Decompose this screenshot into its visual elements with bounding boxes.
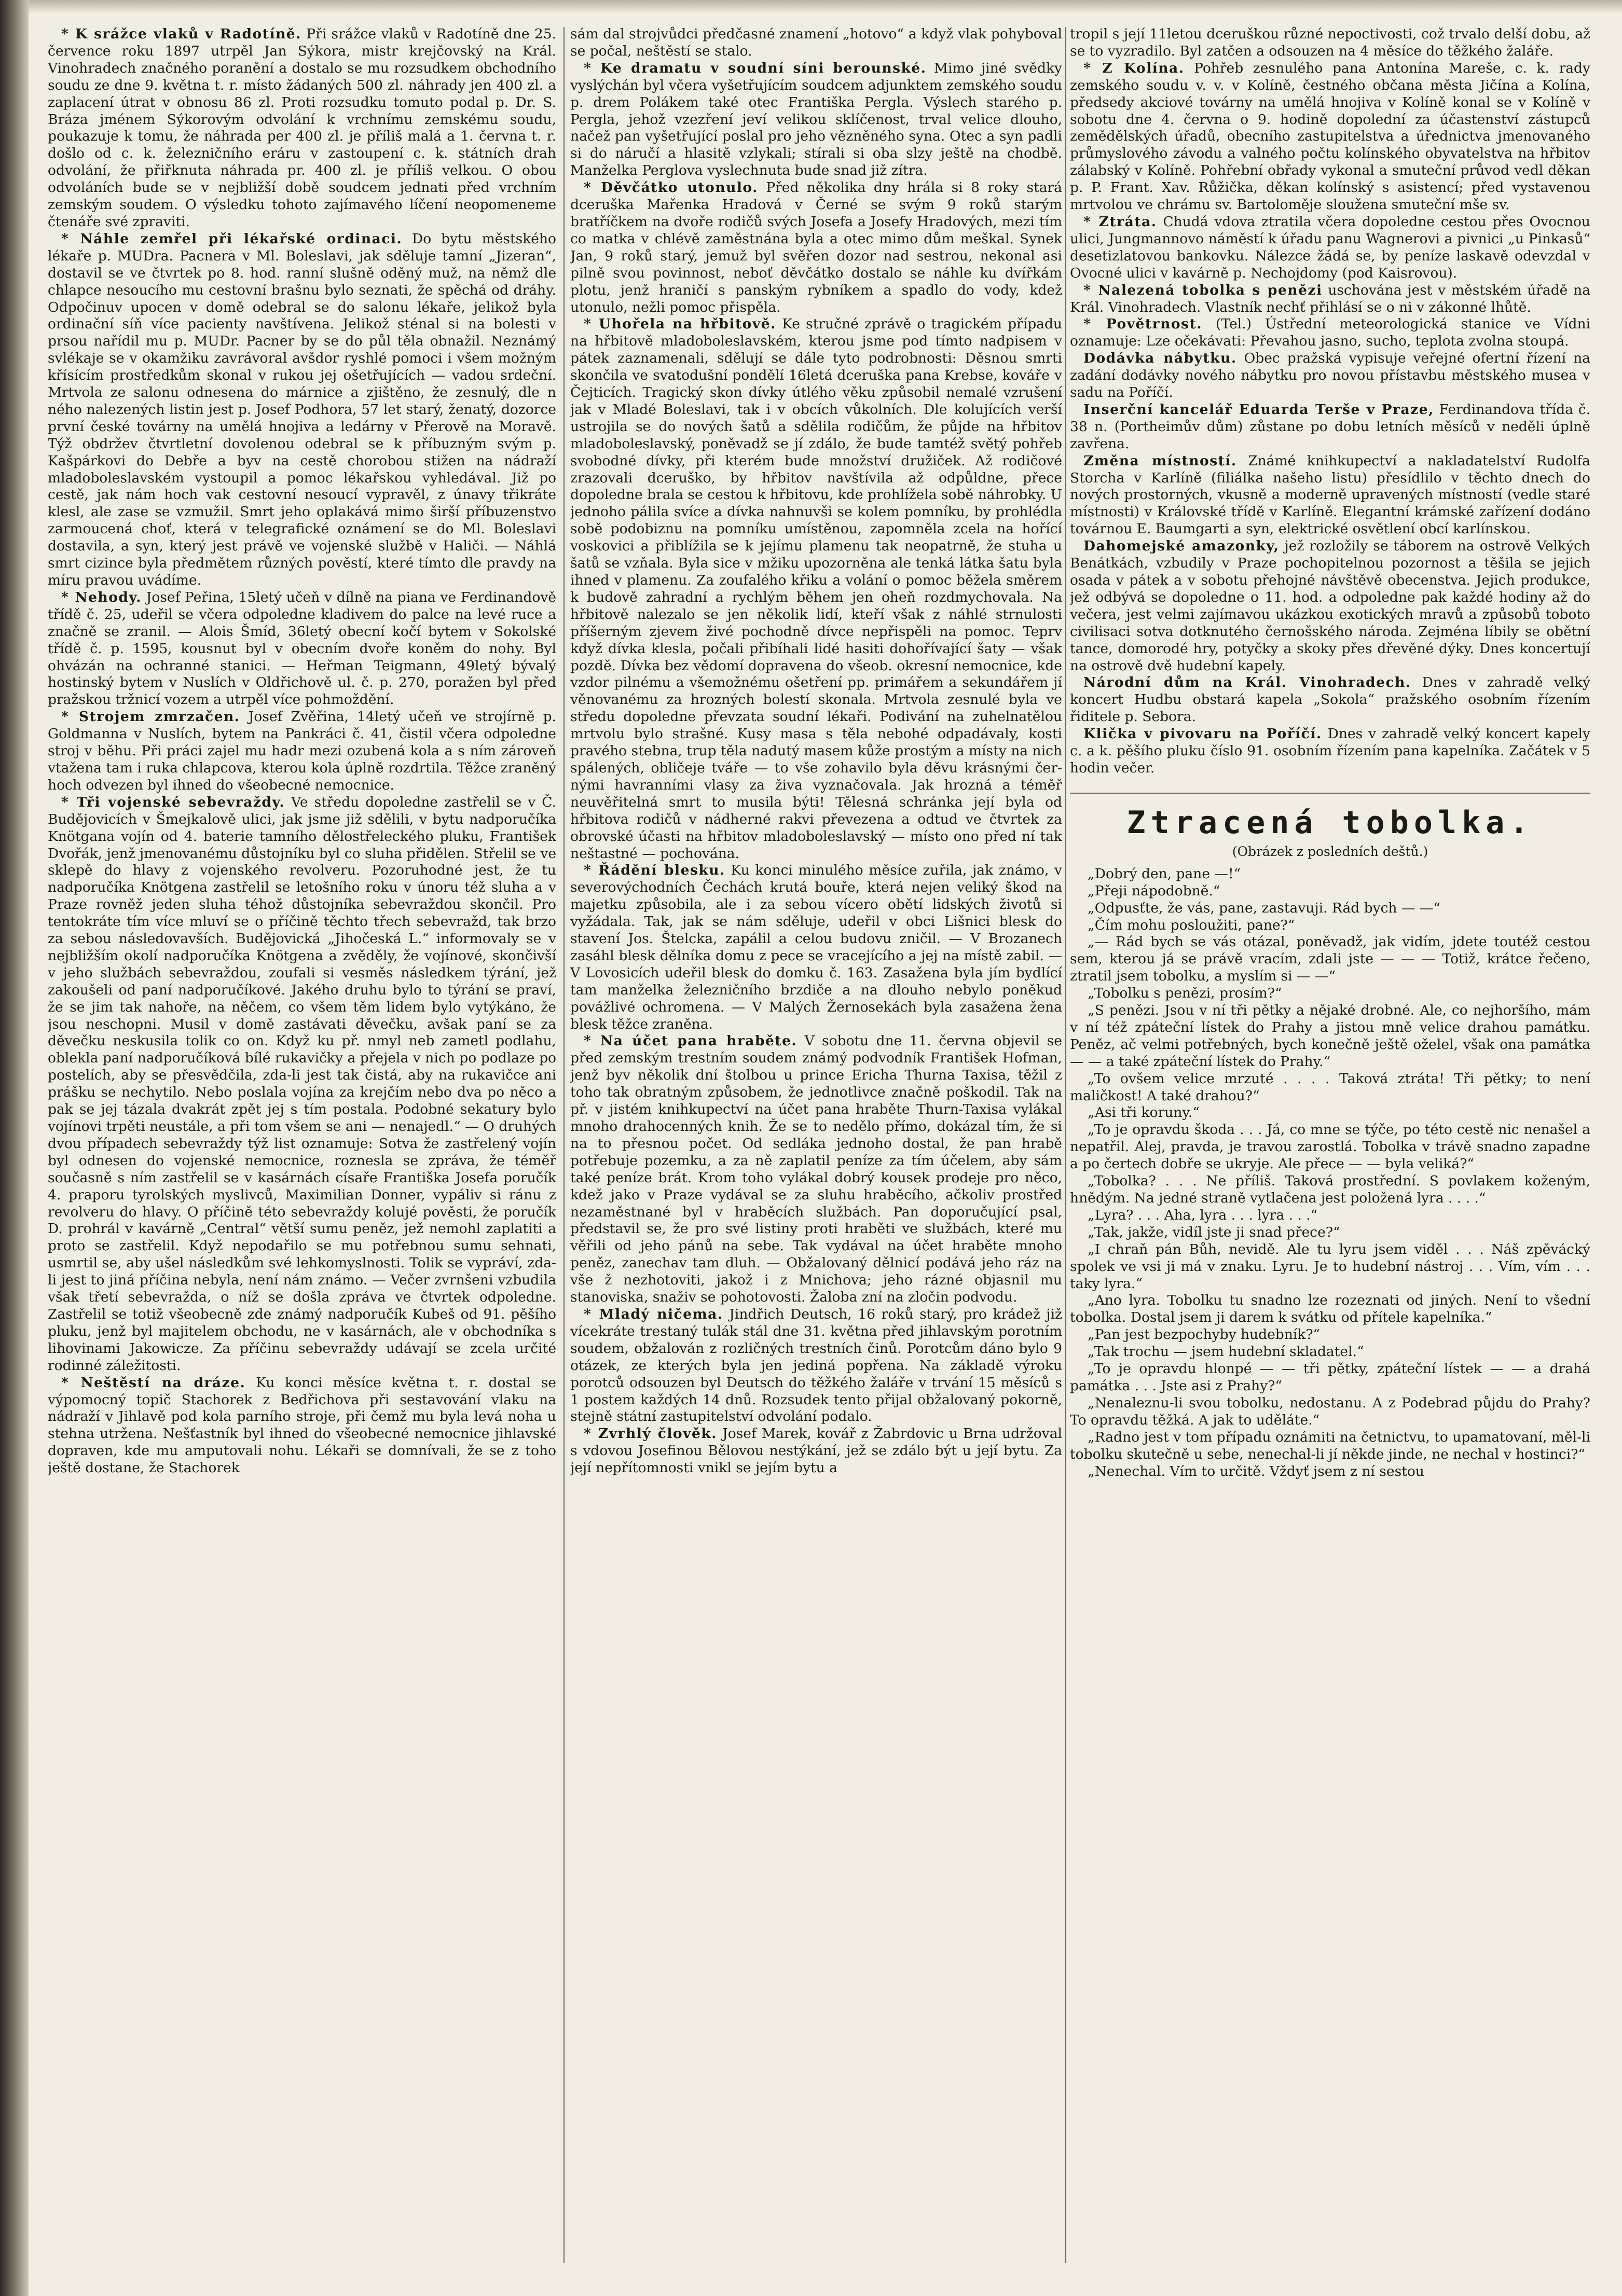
dialogue-line: „To je opravdu hlonpé — — tři pětky, zpáteční lístek — — a drahá památka . . . Jste asi z Prahy?“	[1070, 1361, 1590, 1394]
news-item	[570, 1306, 1062, 1426]
news-item-text: V sobotu dne 11. června objevil se před zemským trestním soudem známý podvodník František Hofman, jenž byv několik dní štolbou u prince Ericha Thurna Taxisa, těžil z toho tak obratným způsobem, že jednotlivce značně poškodil. Tak na př. v jistém knihkupectví na účet pana hraběte Thurn-Taxisa vylákal mnoho drahocenných knih. Že se to nedělo přímo, dokázal tím, že si na to přesnou počet. Od sedláka jednoho dostal, že pan hrabě potřebuje pozemku, a za ně zaplatil peníze za tím účelem, aby sám také peníze brát. Krom toho vylákal dobrý kousek prodeje pro něco, kdež jako v Praze vydával se za sluhu hraběcího, ačkoliv prostřed nezaměstnané byl v hraběcích službách. Pan doporučující psal, představil se, že pro své listiny proti hraběti ve službách, které mu věřili od jeho pánů na sebe. Tak vydával na účet hraběte mnoho peněz, zanechav tam dluh. — Obžalovaný dělnicí podává jeho ráz na vše ž nezhotoviti, jakož i z Mnichova; jeho rázné objasnil mu stanoviska, snaživ se pohotovosti. Žaloba zní na zločin podvodu.	[570, 1033, 1062, 1306]
news-item-text: Ve středu dopoledne zastřelil se v Č. Budějovicích v Šmejkalově ulici, jak jsme již sdělili, v bytu nadporučíka Knötgana vojín od 4. baterie tamního dělostřeleckého pluku, František Dvořák, jenž jmenovanému důstojníku byl co sluha přidělen. Střelil se ve sklepě do hlavy z vojenského revolveru. Pozoruhodné jest, že tu nadporučíka Knötgena zastřelil se letošního roku v únoru též sluha a v Praze rovněž jeden sluha téhož důstojníka sebevraždou skončil. Pro tentokráte tím více mluví se o příčině těchto třech sebevražd, tak brzo za sebou následovavších. Budějovická „Jihočeská L.“ informovaly se v nejbližším okolí nadporučíka Knötgena a zvěděly, že vojínové, skončivší v jeho službách sebevraždou, zoufali si vesměs následkem týrání, jež zakoušeli od paní nadporučíkové. Jakého druhu bylo to týrání se praví, že se jim tak nahoře, na něčem, co všem těm lidem bylo vytýkáno, že jsou neschopni. Musil v domě zastávati děvečku, avšak paní se za děvečku neskusila tolik co on. Když ku př. nmyl neb zametl podlahu, oblekla paní nadporučíková bílé rukavičky a přejela v nich po podlaze po postelích, aby se přesvědčila, zda-li jest tak čistá, aby na rukavičce ani prášku se nechytilo. Nebo poslala vojína za krejčím nebo dva po něco a pak se jej tázala dvakrát zpět jej s tím postala. Podobné sekatury bylo vojínovi trpěti neustále, a při tom všem se ani — nenajedl.“ — O druhých dvou případech sebevraždy týž list oznamuje: Sotva že zastřelený vojín byl odnesen do vojenské nemocnice, roznesla se zpráva, že téměř současně s ním zastřelil se v kasárnách císaře Františka Josefa poručík 4. praporu tyrolských myslivců, Maximilian Donner, vypáliv si ránu z revolveru do hlavy. O příčině této sebevraždy kolujé pověsti, že poručík D. prohrál v kavárně „Central“ větší sumu peněz, jež nemohl zaplatiti a proto se zastřelil. Když nepodařilo se mu potřebnou sumu sehnati, usmrtil se, aby ušel následkům své lehkomyslnosti. Tolik se vypráví, zda-li jest to jiná příčina nebyla, není nám známo. — Večer zvrnšeni vzbudila však třetí sebevražda, o níž se došla zpráva ve čtvrtek odpoledne. Zastřelil se totiž všeobecně zde známý nadporučík Kubeš od 91. pěšího pluku, jenž byl majitelem obchodu, ne v kasárnách, ale v obchodníka s lihovinami Jakowicze. Za příčinu sebevraždy udávají se zcela určité rodinné záležitosti.	[48, 794, 556, 1374]
news-item-heading: * Neštěstí na dráze.	[61, 1374, 246, 1391]
news-item-text: Dnes v zahradě velký koncert Hudbu obstará kapela „Sokola“ pražského osobním řízením řiditele p. Sebora.	[1070, 674, 1590, 725]
news-item	[570, 179, 1062, 316]
dialogue-line: „Radno jest v tom případu oznámiti na četnictvu, to upamatovaní, měl-li tobolku skutečně u sebe, nenechal-li jí někde jinde, ne nechal v hostinci?“	[1070, 1429, 1590, 1462]
news-item-heading: * Náhle zemřel při lékařské ordinaci.	[61, 230, 403, 247]
page-top-shadow	[29, 0, 1622, 13]
dialogue-line: „To je opravdu škoda . . . Já, co mne se týče, po této cestě nic nenašel a nepatřil. Alej, pravda, je travou zarostlá. Tobolka v trávě snadno zapadne a po čertech dobře se ukryje. Ale přece — — byla veliká?“	[1070, 1122, 1590, 1172]
dialogue-line: „Tobolku s penězi, prosím?“	[1088, 985, 1282, 1002]
news-item-text: Při srážce vlaků v Radotíně dne 25. července roku 1897 utrpěl Jan Sýkora, mistr krejčovský na Král. Vinohradech značného poranění a dostalo se mu rozsudkem obchodního soudu ze dne 9. května t. r. místo žádaných 500 zl. náhrady jen 400 zl. a zaplacení útrat v obnosu 86 zl. Proti rozsudku tomuto podal p. Dr. S. Bráza jménem Sýkorovým odvolání k vrchnímu zemskému soudu, poukazuje k tomu, že náhrada per 400 zl. je příliš malá a 1. června t. r. došlo od c. k. železničního eráru v zastoupení c. k. státních drah odvolání, že přiřknuta náhrada pr. 400 zl. je příliš velkou. O obou odvoláních bude se v nejbližší době soudcem jednati před vrchním zemským soudem. O výsledku tohoto zajímavého líčení neopomeneme čtenáře své zpraviti.	[48, 26, 556, 230]
news-item-text: Josef Marek, kovář z Žabrdovic u Brna udržoval s vdovou Josefinou Bělovou nestýkání, jež se zdálo být u její bytu. Za její nepřítomnosti vnikl se jejím bytu a	[570, 1426, 1062, 1476]
news-item-text: Ke stručné zprávě o tragickém případu na hřbitově mladoboleslavském, kterou jsme pod tímto nadpisem v pátek zaznamenali, sdělují se dále tyto podrobnosti: Děsnou smrti skončila ve svatodušní pondělí 16letá dceruška pana Krebse, kováře v Čejticích. Tragický skon dívky útlého věku způsobil nemalé vzrušení jak v Mladé Boleslavi, tak i v obcích vůkolních. Dle kolujících verší ustrojila se do nových šatů a sdělila rodičům, že půjde na hřbitov mladoboleslavský, poněvadž se jí zdálo, že bude tamtéž světý pohřeb svobodné dívky, při kterém bude množství družiček. Až rodičové zrazovali dceruško, by hřbitov navštívila až odpůldne, přece dopoledne brala se cestou k hřbitovu, kde prohlížela sobě náhrobky. U jednoho pálila svíce a dívka nahnuvši se kolem pomníku, by prohlédla sobě podobiznu na pomníku umístěnou, zapomněla zcela na hořící voskovici a přiblížila se k jejímu plamenu tak neopatrně, že stuha u šatů se vzňala. Byla sice v mžiku upozorněna ale tenká látka šatu byla ihned v plamenu. Za zoufalého křiku a volání o pomoc běžela směrem k budově zahradní a rychlým během jen oheň rozdmychovala. Na hřbitově nalezalo se jen několik lidí, kteří však z náhlé strnulosti příšerným zjevem živé pochodně dívce nepřispěli na pomoc. Teprv když dívka klesla, počali přibíhali lidé hasiti dohořívající šaty — však pozdě. Dívka bez vědomí dopravena do všeob. okresní nemocnice, kde vzdor pilnému a všemožnému ošetření pp. primářem a sekundářem jí věnovanému za hrozných bolestí skonala. Mrtvola zesnulé byla ve středu dopoledne převzata soudní lékaři. Podivání na zuhelnatělou mrtvolu bylo strašné. Kusy masa s těla nebohé odpadávaly, kosti pravého stebna, trup těla nadutý masem kůže prostým a místy na nich spálených, obličeje tváře — to vše zohavilo byla děvu krásnými černými havranními vlasy za živa vyznačovala. Jak hrozná a téměř neuvěřitelná smrt to musila býti! Tělesná schránka její byla od hřbitova rodičů v nádherné rakvi převezena a odtud ve čtvrtek za obrovské účasti na hřbitov mladoboleslavský — místo ono před ní tak neštastné — pochována.	[570, 316, 1062, 862]
news-item-heading: * Uhořela na hřbitově.	[584, 316, 776, 333]
news-item	[48, 231, 556, 589]
news-item-text: Obec pražská vypisuje veřejné ofertní řízení na zadání dodávky nového nábytku pro novou přístavbu městského musea v sadu na Poříčí.	[1070, 350, 1590, 401]
dialogue-line: „Tobolka? . . . Ne příliš. Taková prostřední. S povlakem koženým, hnědým. Na jedné straně vytlačena jest položená lyra . . . .“	[1070, 1173, 1590, 1206]
news-item-text: Ku konci měsíce května t. r. dostal se výpomocný topič Stachorek z Bedřichova při sestavování vlaku na nádraží v Jihlavě pod kola parního stroje, při čemž mu byla levá noha u stehna utržena. Nešťastník byl ihned do všeobecné nemocnice jihlavské dopraven, kde mu amputovali nohu. Lékaři se domnívali, že se z toho ještě dostane, že Stachorek	[48, 1374, 556, 1476]
news-item-heading: * Ztráta.	[1083, 213, 1157, 230]
news-item	[1070, 453, 1590, 538]
column-1	[48, 26, 556, 2272]
news-item-text: Známé knihkupectví a nakladatelství Rudolfa Storcha v Karlíně (filiálka našeho listu) přesídlilo v těchto dnech do nových prostorných, vkusně a moderně upravených místností (vedle staré místnosti) v Královské třídě v Karlíně. Elegantní krámské zařízení dodáno továrnou E. Baumgarti a syn, elektrické osvětlení obcí karlínskou.	[1070, 452, 1590, 537]
dialogue-line: „Nenechal. Vím to určitě. Vždyť jsem z ní sestou	[1088, 1463, 1424, 1479]
news-item-heading: * Ke dramatu v soudní síni berounské.	[584, 60, 927, 76]
column-2	[570, 26, 1062, 2272]
news-item-heading: * Na účet pana hraběte.	[584, 1033, 798, 1049]
news-item-heading: * Zvrhlý člověk.	[584, 1426, 717, 1442]
news-item	[1070, 316, 1590, 350]
news-item-text: uschována jest v městském úřadě na Král. Vinohradech. Vlastník nechť přihlásí se o ni v zákonné lhůtě.	[1070, 282, 1590, 315]
news-item-heading: * Strojem zmrzačen.	[61, 709, 240, 725]
dialogue-line: „Nenaleznu-li svou tobolku, nedostanu. A z Podebrad půjdu do Prahy? To opravdu těžká. A jak to uděláte.“	[1070, 1394, 1590, 1428]
column-3-news-items	[1070, 26, 1590, 777]
news-item	[570, 60, 1062, 179]
news-item-heading: * Nalezená tobolka s penězi	[1083, 282, 1323, 298]
news-item-text: sám dal strojvůdci předčasné znamení „hotovo“ a když vlak pohyboval se počal, neštěstí se stalo.	[570, 26, 1062, 59]
news-item-text: jež rozložily se táborem na ostrově Velkých Benátkách, vzbudily v Praze pochopitelnou pozornost a těšila se jejich osada v pátek a v sobotu přehojné návštěvě obecenstva. Jejich produkce, jež odbývá se dopoledne o 11. hod. a odpoledne pak každé hodiny až do večera, jest velmi zajímavou ukázkou exotických mravů a způsobů toboto civilisaci sotva dotknutého černošského národa. Zejména líbily se obětní tance, domorodé hry, potyčky a skoky přes dřevěné dýky. Dnes koncertují na ostrově dvě hudební kapely.	[1070, 538, 1590, 674]
news-item-text: Dnes v zahradě velký koncert kapely c. a k. pěšího pluku číslo 91. osobním řízením pana kapelníka. Začátek v 5 hodin večer.	[1070, 726, 1590, 776]
news-item-text: Před několika dny hrála si 8 roky stará dceruška Mařenka Hradová v Černé se svým 9 roků starým bratříčkem na dvoře rodičů svých Josefa a Josefy Hradových, mezi tím co matka v chlévě zaměstnána byla a otec mimo dům meškal. Synek Jan, 9 roků starý, jemuž byl svěřen dozor nad sestrou, nekonal asi pilně svou povinnost, neboť děvčátko dostalo se náhle ku dvířkám plotu, jenž hraničí s panským rybníkem a spadlo do vody, kdež utonulo, nežli pomoc přispěla.	[570, 179, 1062, 315]
news-item-heading: * Tři vojenské sebevraždy.	[61, 794, 285, 810]
dialogue-line: „Přeji nápodobně.“	[1088, 882, 1220, 899]
news-item-heading: Národní dům na Král. Vinohradech.	[1083, 674, 1411, 691]
news-item-heading: Změna místností.	[1083, 452, 1237, 469]
news-item-heading: Klička v pivovaru na Poříčí.	[1083, 726, 1322, 742]
news-item-heading: Inserční kancelář Eduarda Terše v Praze,	[1083, 401, 1434, 418]
dialogue-line: „Asi tři koruny.“	[1088, 1104, 1200, 1121]
dialogue-line: „Tak, jakže, vidíl jste ji snad přece?“	[1088, 1224, 1340, 1240]
news-item-heading: * Nehody.	[61, 589, 142, 605]
news-item-text: Do bytu městského lékaře p. MUDra. Pacnera v Ml. Boleslavi, jak sděluje tamní „Jizeran“, dostavil se ve čtvrtek po 8. hod. ranní slušně oděný muž, na němž dle chlapce nesoucího mu cestovní brašnu bylo seznati, že spěchá od dráhy. Odpočinuv upocen v domě odebral se do salonu lékaře, jelikož byla ordinační síň více pacienty navštívena. Jelikož sténal si na bolesti v prsou nařídil mu p. MUDr. Pacner by se do půl těla obnažil. Neznámý svlékaje se v okamžiku zavrávoral avšdor ryshlé pomoci i všem možným křísícím prostředkům skonal v rukou jej ošetřujících — vadou srdeční. Mrtvola ze salonu odnesena do márnice a zjištěno, že zesnulý, dle n ného nalezených listin jest p. Josef Podhora, 57 let starý, ženatý, dozorce první české továrny na umělá hnojiva a ledárny v Přerově na Moravě. Týž obdržev čtvrtletní dovolenou odebral se k příbuzným svým p. Kašpárkovi do Debře a byv na cestě chorobou stižen na nádraží mladoboleslavském vystoupil a pomoc lékařskou vyhledával. Již po cestě, jak nám hoch vak cestovní nesoucí vypravěl, z únavy třikráte klesl, ale zase se vzmužil. Smrt jeho oplakává mimo širší příbuzenstvo zarmoucená choť, která v telegrafické oznámení se do Ml. Boleslavi dostavila, a syn, který jest právě ve vojenské službě v Haliči. — Náhlá smrt cizince byla předmětem různých pověstí, které tímto dle pravdy na míru pravou uvádíme.	[48, 230, 556, 588]
news-item-text: Ku konci minulého měsíce zuřila, jak známo, v severovýchodních Čechách krutá bouře, která nejen veliký škod na majetku způsobila, ale i za sebou vícero obětí lidských životů si vyžádala. Tak, jak se nám sděluje, udeřil v obci Lišnici blesk do stavení Jos. Štelcka, zapálil a celou budovu zničil. — V Brozanech zasáhl blesk dělníka domu z pece se vracejícího a jej na místě zabil. — V Lovosicích udeřil blesk do domku č. 163. Zasažena byla jím bydlící tam manželka železničního brzdiče a na dlouho nebylo poněkud povážlivé ochromena. — V Malých Žernosekách byla zasažena žena blesk těžce zraněna.	[570, 862, 1062, 1032]
news-item	[1070, 726, 1590, 777]
news-item-text: Josef Zvěřina, 14letý učeň ve strojírně p. Goldmanna v Nuslích, bytem na Pankráci č. 41, čistil včera odpoledne stroj v běhu. Při práci zajel mu hadr mezi ozubená kola a s ním zároveň vtažena tam i ruka chlapcova, kterou kola úplně rozdrtila. Těžce zraněný hoch odvezen byl ihned do všeobecné nemocnice.	[48, 709, 556, 793]
news-item-text: Mimo jiné svědky vyslýchán byl včera vyšetřujícím soudcem adjunktem zemského soudu p. drem Polákem také otec Františka Pergla. Výslech starého p. Pergla, jehož vzezření jeví velikou sklíčenost, trval velice dlouho, načež pan vyšetřující poslal pro jeho vězněného syna. Otec a syn padli si do náručí a hlasitě vzlykali; stírali si oba slzy ještě na chodbě. Manželka Perglova vyslechnuta bude snad již zítra.	[570, 60, 1062, 179]
news-item-heading: * Mladý ničema.	[584, 1306, 723, 1322]
dialogue-line: „Lyra? . . . Aha, lyra . . . lyra . . .“	[1088, 1207, 1318, 1223]
dialogue-line: „Odpusťte, že vás, pane, zastavuji. Rád bych — —“	[1088, 900, 1440, 916]
news-item	[48, 26, 556, 231]
dialogue-line: „Tak trochu — jsem hudební skladatel.“	[1088, 1344, 1364, 1360]
news-item	[1070, 26, 1590, 60]
news-item-text: Pohřeb zesnulého pana Antonína Mareše, c. k. rady zemského soudu v. v. v Kolíně, čestného občana města Jičína a Kolína, předsedy akciové továrny na umělá hnojiva v Kolíně konal se v Kolíně v sobotu dne 4. června o 9. hodině dopolední za účastenství zástupců zemědělských úřadů, obecního zastupitelstva a úřednictva jmenovaného průmyslového závodu a valného počtu kolínského obyvatelstva na hřbitov zálabský v Kolíně. Pohřební obřady vykonal a smuteční průvod vedl děkan p. P. Frant. Xav. Růžička, děkan kolínský s asistencí; před vystavenou mrtvolou ve chrámu sv. Bartoloměje sloužena smuteční mše sv.	[1070, 60, 1590, 213]
news-item	[1070, 402, 1590, 453]
news-item-text: Ferdinandova třída č. 38 n. (Portheimův dům) zůstane po dobu letních měsíců v neděli úplně zavřena.	[1070, 401, 1590, 452]
news-item-heading: * Řádění blesku.	[584, 862, 725, 879]
news-item-heading: * Z Kolína.	[1083, 60, 1185, 76]
column-rule	[1065, 27, 1066, 2263]
news-item	[1070, 674, 1590, 726]
news-item-heading: Dahomejské amazonky,	[1083, 538, 1280, 555]
news-item-text: Chudá vdova ztratila včera dopoledne cestou přes Ovocnou ulici, Jungmannovo náměstí k úřadu panu Wagnerovi a pivnici „u Pinkasů“ desetizlatovou bankovku. Nálezce žádá se, by peníze laskavě odevzdal v Ovocné ulici v kavárně p. Nechojdomy (pod Kaisrovou).	[1070, 213, 1590, 281]
column-rule	[563, 27, 565, 2263]
news-item	[570, 316, 1062, 862]
news-item-text: tropil s její 11letou dceruškou různé nepoctivosti, což trvalo delší dobu, až se to vyzradilo. Byl zatčen a odsouzen na 4 měsíce do těžkého žaláře.	[1070, 26, 1590, 59]
news-item-heading: Dodávka nábytku.	[1083, 350, 1237, 367]
news-item-heading: * K srážce vlaků v Radotíně.	[61, 26, 301, 42]
dialogue-line: „Čím mohu posloužiti, pane?“	[1088, 917, 1295, 933]
news-item-text: Jindřich Deutsch, 16 roků starý, pro krádež již vícekráte trestaný tulák stál dne 31. května před jihlavským porotním soudem, obžalován z rozličných trestních činů. Porotcům dáno bylo 9 otázek, ze kterých byla jen jediná popřena. Na základě výroku porotců odsouzen byl Deutsch do těžkého žaláře v trvání 15 měsíců s 1 postem každých 14 dnů. Rozsudek tento přijal obžalovaný pokorně, stejně státní zastupitelství odvolání podalo.	[570, 1306, 1062, 1425]
news-item-heading: * Děvčátko utonulo.	[584, 179, 758, 196]
dialogue-line: „Pan jest bezpochyby hudebník?“	[1088, 1326, 1321, 1343]
dialogue-line: „Ano lyra. Tobolku tu snadno lze rozeznati od jiných. Není to všední tobolka. Dostal jsem ji darem k svátku od přítele kapelníka.“	[1070, 1292, 1590, 1326]
news-item	[48, 709, 556, 794]
news-item	[570, 1033, 1062, 1306]
dialogue-line: „Dobrý den, pane —!“	[1088, 865, 1241, 882]
dialogue-line: „— Rád bych se vás otázal, poněvadž, jak vidím, jdete toutéž cestou sem, kterou já se právě vracím, zdali jste — — — Totiž, krátce řečeno, ztratil jsem tobolku, a myslím si — —“	[1070, 934, 1590, 985]
column-3	[1070, 26, 1590, 2272]
news-item-text: Josef Peřina, 15letý učeň v dílně na piana ve Ferdinandově třídě č. 25, udeřil se včera odpoledne kladivem do palce na levé ruce a značně se zranil. — Alois Šmíd, 36letý obecní kočí bytem v Sokolské třídě č. p. 1595, kousnut byl v obecním dvoře koněm do nohy. Byl ohvázán na ochranné stanici. — Heřman Teigmann, 49letý bývalý hostinský bytem v Nuslích v Oldřichově ul. č. p. 270, poražen byl před pražskou tržnicí vozem a utrpěl více pohmoždění.	[48, 589, 556, 708]
news-item	[1070, 350, 1590, 402]
dialogue-line: „S penězi. Jsou v ní tři pětky a nějaké drobné. Ale, co nejhoršího, mám v ní též zpáteční lístek do Prahy a jistou mně velice drahou památku. Peněz, ač velmi potřebných, bych konečně ještě oželel, však ona památka — — a také zpáteční lístek do Prahy.“	[1070, 1002, 1590, 1070]
dialogue-line: „I chraň pán Bůh, nevidě. Ale tu lyru jsem viděl . . . Náš zpěvácký spolek ve vsi ji má v znaku. Lyru. Je to hudební nástroj . . . Vím, vím . . . taky lyra.“	[1070, 1241, 1590, 1292]
news-item	[570, 1426, 1062, 1477]
feuilleton-title: Ztracená tobolka.	[1070, 793, 1590, 842]
news-item	[570, 862, 1062, 1033]
news-item-text: (Tel.) Ústřední meteorologická stanice ve Vídni oznamuje: Lze očekávati: Převahou jasno, sucho, teplota zvolna stoupá.	[1070, 316, 1590, 350]
news-item	[1070, 214, 1590, 282]
news-item	[1070, 538, 1590, 674]
news-item	[1070, 60, 1590, 214]
dialogue-line: „To ovšem velice mrzuté . . . . Taková ztráta! Tři pětky; to není maličkost! A také drahou?“	[1070, 1070, 1590, 1104]
page-binding-shadow	[0, 0, 29, 2296]
news-item	[1070, 282, 1590, 316]
news-item	[48, 1375, 556, 1477]
news-item	[570, 26, 1062, 60]
feuilleton-dialogue	[1070, 866, 1590, 1481]
news-item-heading: * Povětrnost.	[1083, 316, 1202, 333]
feuilleton-subtitle: (Obrázek z posledních deštů.)	[1232, 843, 1428, 859]
news-item	[48, 794, 556, 1375]
news-item	[48, 589, 556, 709]
